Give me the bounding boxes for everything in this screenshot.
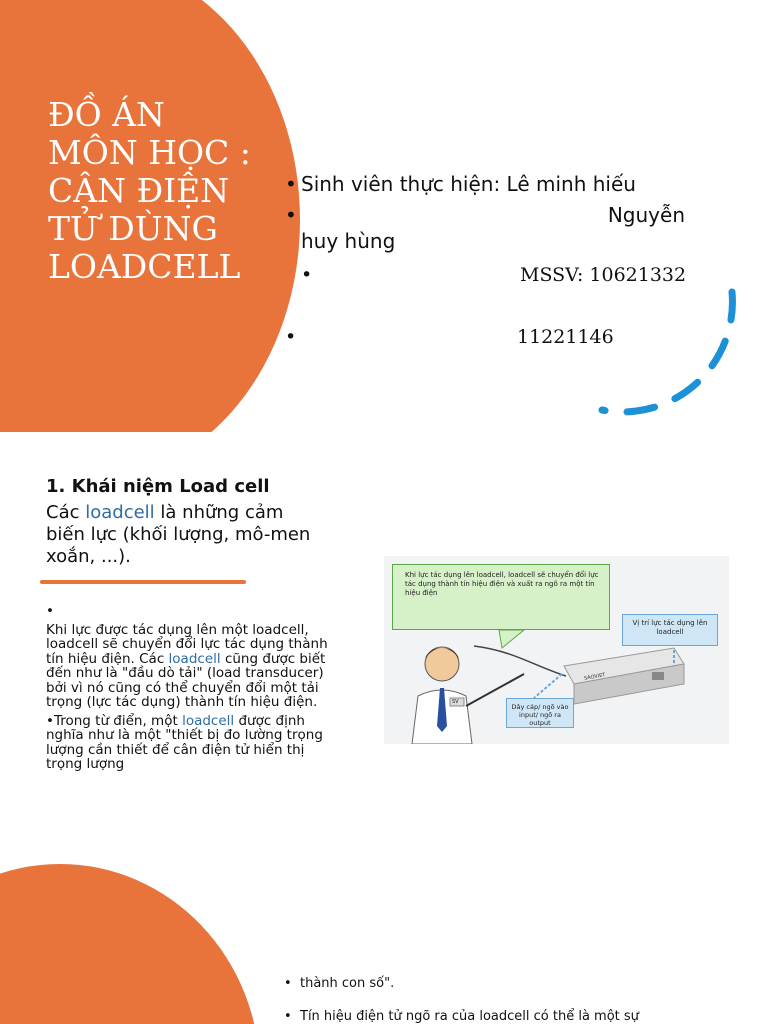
student-name-1: Sinh viên thực hiện: Lê minh hiếu [301, 172, 636, 196]
paragraph-2-a: •Trong từ điển, một [46, 712, 178, 729]
bullet-line: • [46, 603, 54, 619]
list-item-text: thành con số". [300, 976, 395, 991]
loadcell-link[interactable]: loadcell [85, 502, 155, 523]
cable-label: Dây cáp/ ngõ vào input/ ngõ ra output [506, 698, 574, 728]
bullet-list [284, 976, 704, 1024]
speech-bubble-main: Khi lực tác dụng lên loadcell, loadcell sẽ chuyển đổi lực tác dụng thành tín hiệu điện và xuất ra ngõ ra một tín hiệu điện [392, 564, 610, 630]
slide-title-text: ĐỒ ÁN MÔN HỌC : CÂN ĐIỆN TỬ DÙNG LOADCELL [48, 95, 251, 286]
brand-label: SAOVIET [583, 672, 606, 682]
bullet: • [285, 326, 297, 348]
force-position-label: Vị trí lực tác dụng lên loadcell [622, 614, 718, 646]
student-row-1 [285, 172, 705, 196]
loadcell-link[interactable]: loadcell [168, 650, 221, 667]
list-item [284, 976, 704, 991]
bullet: • [284, 1009, 292, 1024]
student-name-2-part1: Nguyễn [607, 203, 685, 227]
paragraph-2-b: được định nghĩa như là một "thiết bị đo lường trọng lượng cần thiết để cân điện tử hiển thị trọng lượng [46, 712, 323, 772]
bullet: • [284, 976, 292, 991]
intro-post: là những cảm biến lực (khối lượng, mô-men xoắn, ...). [46, 502, 311, 567]
slide-title [0, 0, 768, 432]
paragraph-2 [46, 714, 336, 772]
paragraph-1-a: Khi lực được tác dụng lên một loadcell, loadcell sẽ chuyển đổi lực tác dụng thành tín hiệu điện. Các [46, 621, 328, 667]
loadcell-illustration [384, 556, 729, 744]
intro-pre: Các [46, 502, 80, 523]
bullet: • [285, 172, 297, 196]
orange-shape [0, 864, 260, 1024]
slide-loadcell-concept [0, 448, 768, 848]
slide-continued [0, 864, 768, 1024]
body-text [46, 604, 336, 776]
student-row-2 [285, 202, 705, 254]
paragraph-1-b: cũng được biết đến như là "đầu dò tải" (load transducer) bởi vì nó cũng có thể chuyển đổi một tải trọng (lực tác dụng) thành tín hiệu điện. [46, 650, 326, 710]
loadcell-link[interactable]: loadcell [182, 712, 235, 729]
section-heading: 1. Khái niệm Load cell [46, 476, 270, 497]
intro-text [46, 502, 326, 568]
student-id-1: MSSV: 10621332 [520, 264, 687, 286]
accent-underline [40, 580, 246, 584]
list-item [284, 1009, 704, 1024]
bullet: • [285, 203, 297, 227]
student-name-2-part2: huy hùng [301, 229, 396, 253]
dashed-arc-decoration [590, 280, 750, 430]
paragraph-1 [46, 623, 336, 710]
bullet: • [301, 264, 313, 286]
list-item-text: Tín hiệu điện tử ngõ ra của loadcell có thể là một sự [300, 1009, 639, 1024]
badge-label: SV [452, 699, 459, 705]
student-id-2: 11221146 [517, 326, 614, 348]
